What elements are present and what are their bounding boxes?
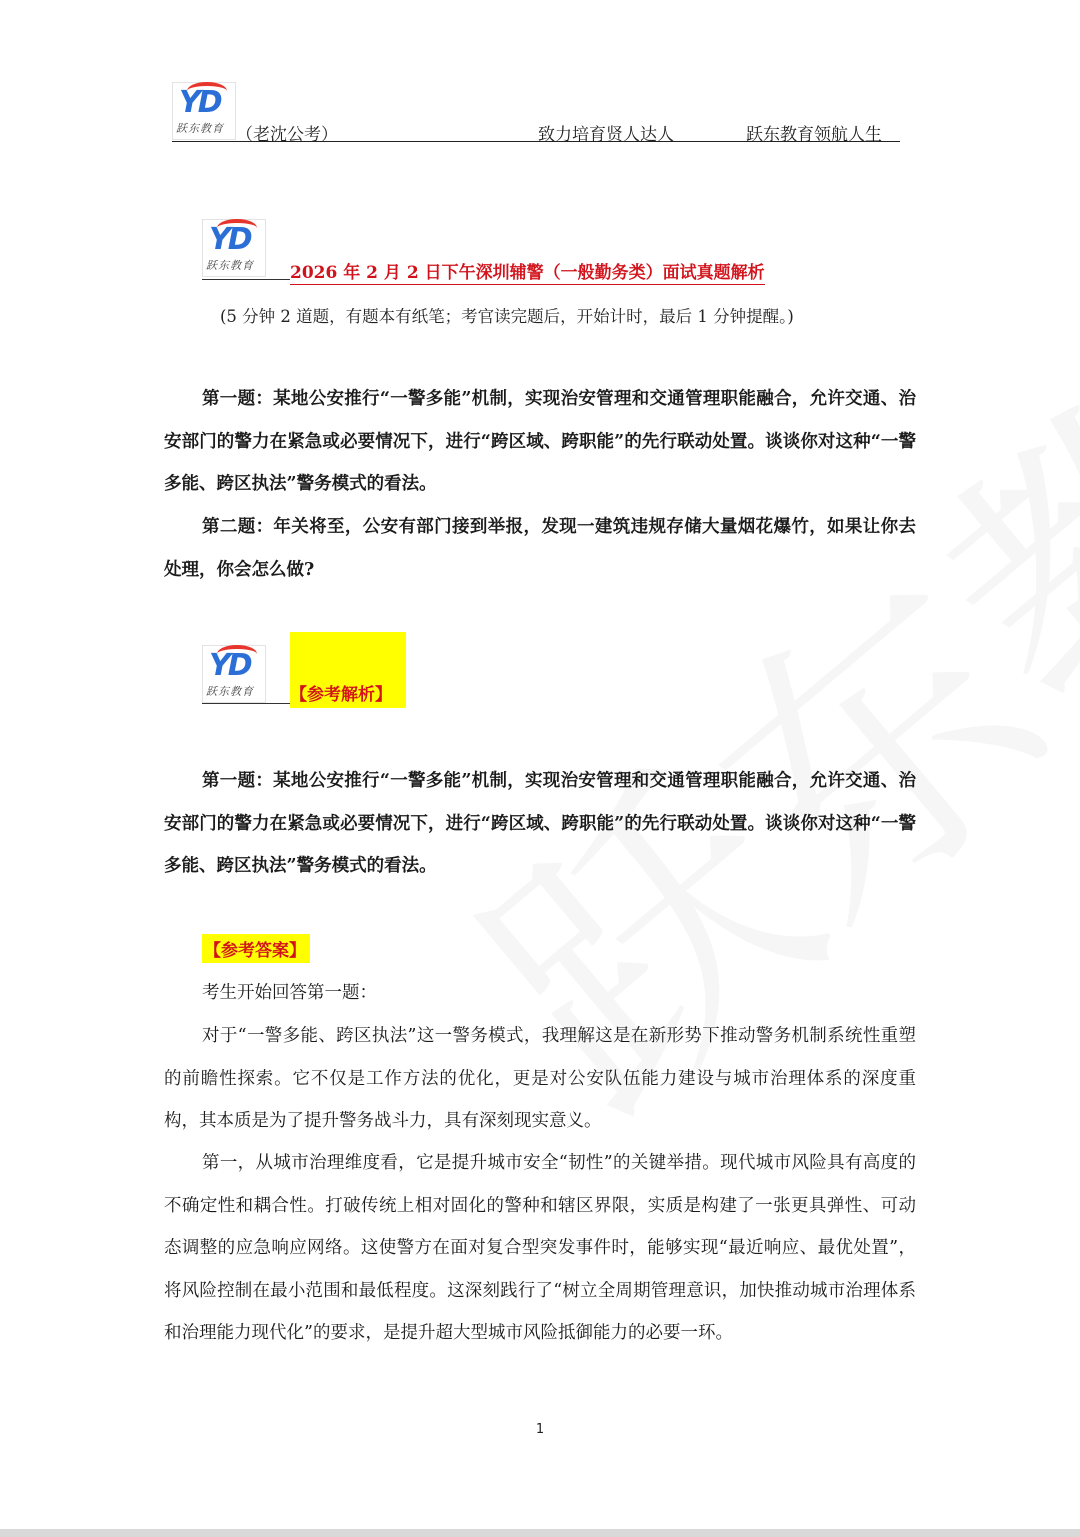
logo-header [172, 82, 236, 140]
header-left-text: （老沈公考） [236, 125, 338, 145]
analysis-rule [202, 703, 290, 704]
analysis-label: 【参考解析】 [290, 685, 392, 705]
logo-analysis [202, 645, 266, 703]
document-subtitle: (5 分钟 2 道题，有题本有纸笔；考官读完题后，开始计时，最后 1 分钟提醒。) [220, 307, 794, 326]
header-slogan-1: 致力培育贤人达人 [538, 125, 674, 145]
logo-subtext: 跃东教育 [206, 259, 254, 272]
question-1: 第一题：某地公安推行“一警多能”机制，实现治安管理和交通管理职能融合，允许交通、治安部门的警力在紧急或必要情况下，进行“跨区域、跨职能”的先行联动处置。谈谈你对这种“一警多能、跨区执法”警务模式的看法。 [164, 389, 916, 494]
logo-subtext: 跃东教育 [176, 122, 224, 135]
answer-paragraph-2: 第一，从城市治理维度看，它是提升城市安全“韧性”的关键举措。现代城市风险具有高度的不确定性和耦合性。打破传统上相对固化的警种和辖区界限，实质是构建了一张更具弹性、可动态调整的应急响应网络。这使警方在面对复合型突发事件时，能够实现“最近响应、最优处置”，将风险控制在最小范围和最低程度。这深刻践行了“树立全周期管理意识，加快推动城市治理体系和治理能力现代化”的要求，是提升超大型城市风险抵御能力的必要一环。 [164, 1153, 916, 1343]
answer-paragraph-1: 对于“一警多能、跨区执法”这一警务模式，我理解这是在新形势下推动警务机制系统性重塑的前瞻性探索。它不仅是工作方法的优化，更是对公安队伍能力建设与城市治理体系的深度重构，其本质是为了提升警务战斗力，具有深刻现实意义。 [164, 1026, 916, 1131]
answer-intro: 考生开始回答第一题： [202, 983, 377, 1003]
page-bottom-edge [0, 1529, 1080, 1537]
title-rule [202, 279, 290, 280]
header-rule [172, 141, 900, 142]
logo-subtext: 跃东教育 [206, 685, 254, 698]
logo-title [202, 219, 266, 277]
logo-mark: YD [209, 648, 250, 683]
analysis-question: 第一题：某地公安推行“一警多能”机制，实现治安管理和交通管理职能融合，允许交通、治安部门的警力在紧急或必要情况下，进行“跨区域、跨职能”的先行联动处置。谈谈你对这种“一警多能、跨区执法”警务模式的看法。 [164, 771, 916, 876]
analysis-label-box [290, 632, 406, 708]
document-title: 2026 年 2 月 2 日下午深圳辅警（一般勤务类）面试真题解析 [290, 258, 765, 285]
question-2: 第二题：年关将至，公安有部门接到举报，发现一建筑违规存储大量烟花爆竹，如果让你去处理，你会怎么做? [164, 517, 916, 580]
logo-mark: YD [179, 85, 220, 120]
page-number: 1 [535, 1422, 545, 1437]
header-slogan-2: 跃东教育领航人生 [746, 125, 882, 145]
logo-mark: YD [209, 222, 250, 257]
answer-label: 【参考答案】 [202, 934, 310, 963]
